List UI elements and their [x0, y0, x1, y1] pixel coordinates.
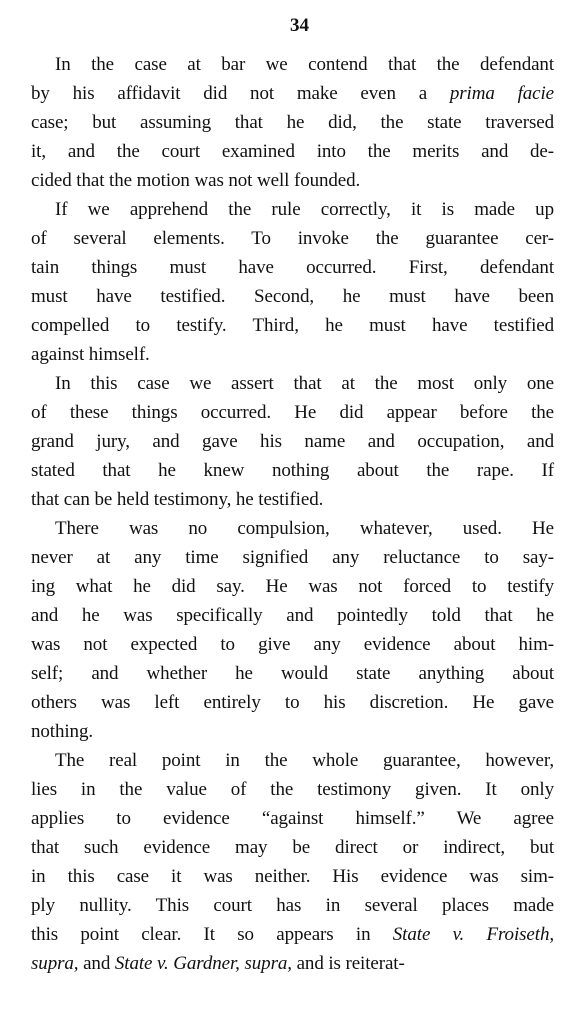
text-line: it, and the court examined into the merits and de- [31, 141, 554, 162]
italic-text: State v. Gardner, supra, [114, 953, 292, 974]
text-line: in this case it was neither. His evidence was sim- [31, 866, 554, 887]
text-line: The real point in the whole guarantee, however, [55, 750, 554, 771]
text-line: supra, and State v. Gardner, supra, and is reiterat- [31, 953, 405, 974]
text-line: There was no compulsion, whatever, used. He [55, 518, 554, 539]
italic-text: prima facie [449, 83, 554, 104]
body-text [31, 50, 554, 978]
text-line: lies in the value of the testimony given. It only [31, 779, 554, 800]
text-line: of these things occurred. He did appear before the [31, 402, 554, 423]
text-line: In the case at bar we contend that the defendant [55, 54, 554, 75]
text-line: cided that the motion was not well founded. [31, 170, 361, 191]
text-line: that can be held testimony, he testified. [31, 489, 324, 510]
text-line: others was left entirely to his discretion. He gave [31, 692, 554, 713]
text-line: was not expected to give any evidence about him- [31, 634, 554, 655]
text-line: against himself. [31, 344, 150, 365]
text-line: never at any time signified any reluctance to say- [31, 547, 554, 568]
paragraph [31, 50, 554, 195]
text-line: grand jury, and gave his name and occupation, and [31, 431, 554, 452]
paragraph [31, 746, 554, 978]
paragraph [31, 195, 554, 369]
text-line: ing what he did say. He was not forced to testify [31, 576, 554, 597]
text-line: nothing. [31, 721, 94, 742]
text-line: must have testified. Second, he must have been [31, 286, 554, 307]
text-line: ply nullity. This court has in several places made [31, 895, 554, 916]
italic-text: State v. Froiseth, [392, 924, 554, 945]
text-line: stated that he knew nothing about the rape. If [31, 460, 554, 481]
text-line: If we apprehend the rule correctly, it is made up [55, 199, 554, 220]
text-line: that such evidence may be direct or indirect, but [31, 837, 554, 858]
text-line: compelled to testify. Third, he must have testified [31, 315, 554, 336]
text-line: case; but assuming that he did, the state traversed [31, 112, 554, 133]
paragraph [31, 514, 554, 746]
italic-text: supra, [31, 953, 79, 974]
text-line: applies to evidence “against himself.” We agree [31, 808, 554, 829]
text-line: self; and whether he would state anything about [31, 663, 554, 684]
page-number: 34 [290, 15, 309, 36]
text-line: by his affidavit did not make even a prima facie [31, 83, 554, 104]
text-line: In this case we assert that at the most only one [55, 373, 554, 394]
text-line: of several elements. To invoke the guarantee cer- [31, 228, 554, 249]
paragraph [31, 369, 554, 514]
text-line: tain things must have occurred. First, defendant [31, 257, 554, 278]
text-line: and he was specifically and pointedly told that he [31, 605, 554, 626]
text-line: this point clear. It so appears in State v. Froiseth, [31, 924, 554, 945]
